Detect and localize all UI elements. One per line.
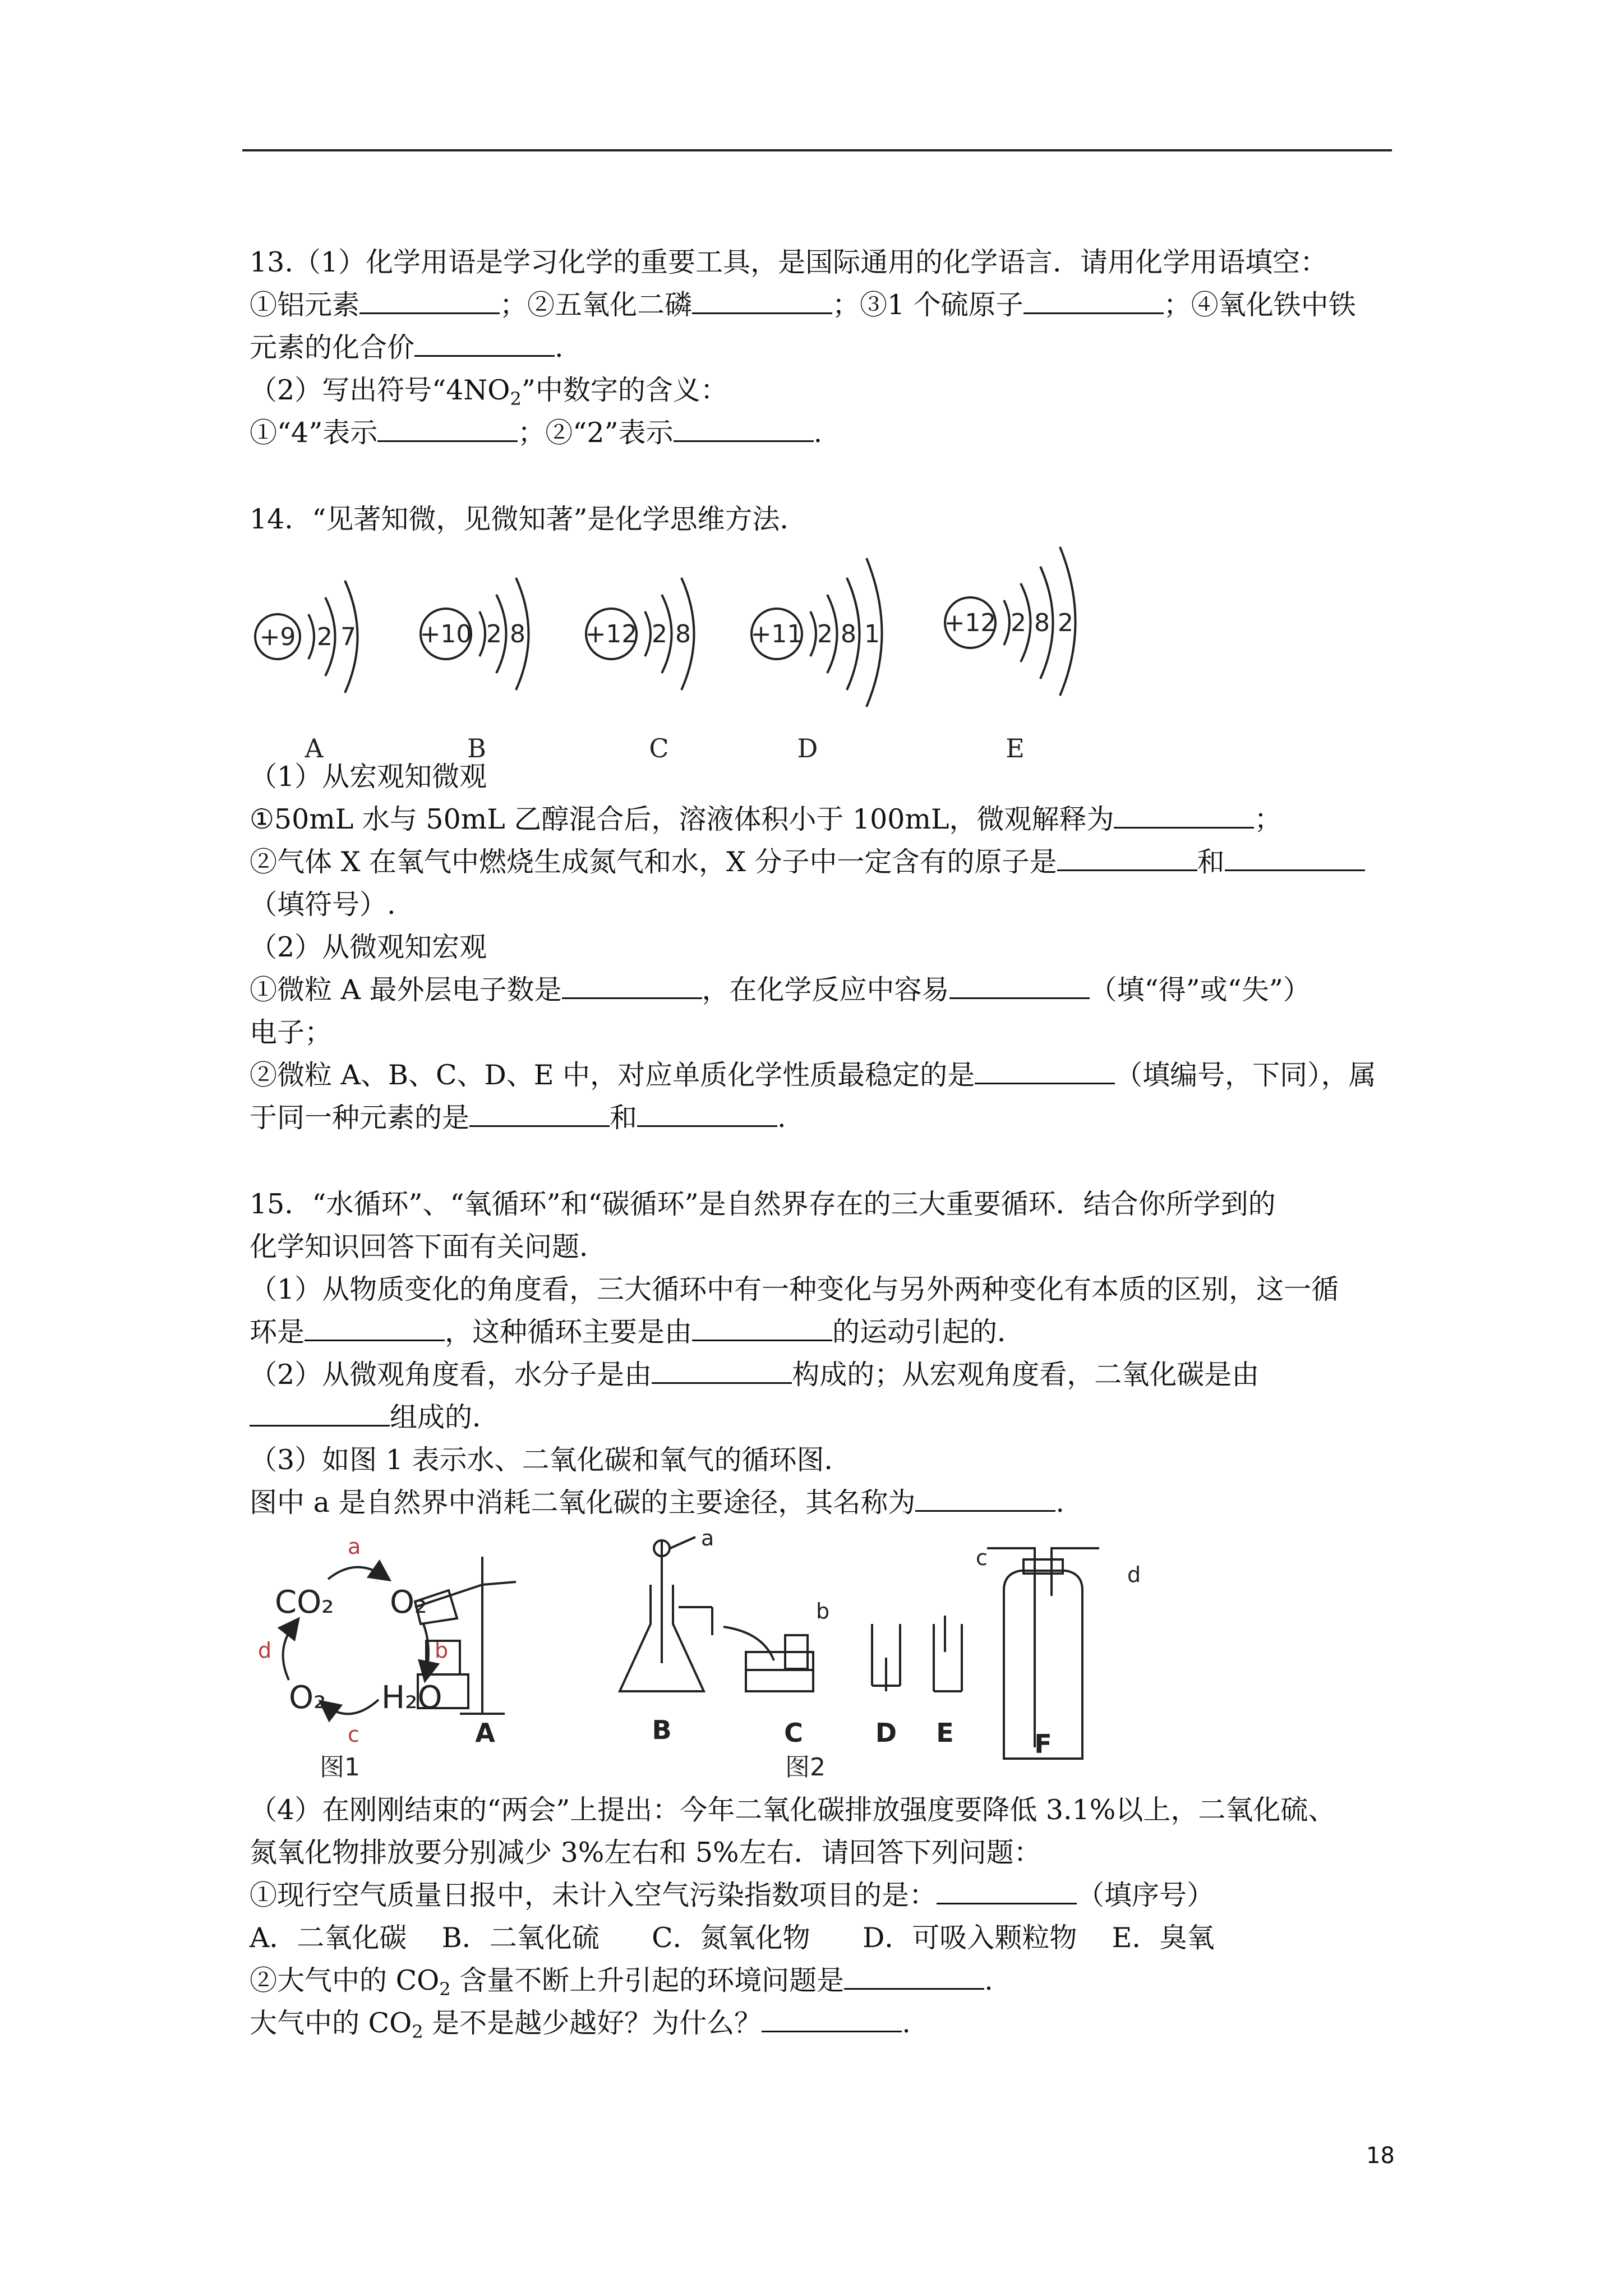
fig2-caption: 图2 — [785, 1753, 826, 1782]
answer-blank[interactable] — [1057, 847, 1197, 871]
answer-blank[interactable] — [1225, 847, 1365, 871]
atom-b-shells: 2 8 — [486, 620, 525, 648]
fig1-caption: 图1 — [320, 1753, 360, 1782]
fig2-label-c: c — [976, 1545, 988, 1570]
answer-blank[interactable] — [692, 290, 832, 314]
atom-a-shells: 2 7 — [317, 623, 356, 651]
answer-blank[interactable] — [1114, 804, 1254, 829]
atom-c-nucleus: +12 — [585, 620, 638, 648]
answer-blank[interactable] — [915, 1488, 1055, 1512]
q14-p3: ②气体 X 在氧气中燃烧生成氮气和水，X 分子中一定含有的原子是 和 — [250, 845, 1365, 879]
q14-p1: （1）从宏观知微观 — [250, 761, 487, 793]
q15-l1: 15．“水循环”、“氧循环”和“碳循环”是自然界存在的三大重要循环．结合你所学到的 — [250, 1188, 1276, 1220]
apparatus-f-label: F — [1034, 1729, 1052, 1759]
atom-c-label: C — [649, 733, 669, 763]
answer-blank[interactable] — [652, 1360, 792, 1384]
q14-p2: ①50mL 水与 50mL 乙醇混合后，溶液体积小于 100mL，微观解释为 ； — [250, 803, 1282, 835]
q15-l9: （4）在刚刚结束的“两会”上提出：今年二氧化碳排放强度要降低 3.1%以上，二氧化硫、 — [250, 1794, 1336, 1826]
answer-blank[interactable] — [762, 2008, 902, 2032]
apparatus-d-label: D — [875, 1718, 897, 1748]
apparatus-c-label: C — [784, 1718, 803, 1748]
fig1-label-d: d — [258, 1638, 272, 1663]
atom-b-nucleus: +10 — [419, 620, 472, 648]
answer-blank[interactable] — [844, 1966, 984, 1990]
q15-l10: 氮氧化物排放要分别减少 3%左右和 5%左右．请回答下列问题： — [250, 1837, 1041, 1869]
q15-l3: （1）从物质变化的角度看，三大循环中有一种变化与另外两种变化有本质的区别，这一循 — [250, 1273, 1339, 1305]
q14-p7: 电子； — [250, 1016, 333, 1048]
atom-a-nucleus: +9 — [259, 623, 296, 651]
fig2-label-a: a — [701, 1526, 714, 1550]
q15-l6: 组成的． — [250, 1401, 500, 1434]
atom-d-shells: 2 8 1 — [817, 620, 880, 648]
answer-blank[interactable] — [562, 975, 702, 999]
q15-l12: A．二氧化碳 B．二氧化硫 C．氮氧化物 D．可吸入颗粒物 E．臭氧 — [250, 1922, 1215, 1954]
q14-p8: ②微粒 A、B、C、D、E 中，对应单质化学性质最稳定的是 （填编号，下同），属 — [250, 1059, 1376, 1091]
fig1-co2: CO₂ — [275, 1584, 334, 1621]
answer-blank[interactable] — [674, 418, 814, 442]
q14-p5: （2）从微观知宏观 — [250, 931, 487, 963]
answer-blank[interactable] — [692, 1317, 832, 1341]
fig1-o2-bottom: O₂ — [289, 1680, 326, 1716]
q15-l8: 图中 a 是自然界中消耗二氧化碳的主要途径，其名称为 . — [250, 1487, 1064, 1519]
answer-blank[interactable] — [305, 1317, 445, 1341]
fig1-label-a: a — [348, 1534, 361, 1559]
atom-e-nucleus: +12 — [944, 609, 997, 637]
q14-line1: 14．“见著知微，见微知著”是化学思维方法． — [250, 503, 808, 535]
apparatus-e-label: E — [936, 1718, 954, 1748]
q15-l11: ①现行空气质量日报中，未计入空气污染指数项目的是： （填序号） — [250, 1879, 1215, 1911]
page-number: 18 — [1366, 2143, 1395, 2169]
q14-p6: ①微粒 A 最外层电子数是 ，在化学反应中容易 （填“得”或“失”） — [250, 974, 1311, 1006]
answer-blank[interactable] — [250, 1402, 390, 1427]
header-rule — [242, 149, 1392, 151]
fig1-h2o: H₂O — [381, 1680, 442, 1716]
q15-l7: （3）如图 1 表示水、二氧化碳和氧气的循环图． — [250, 1444, 852, 1476]
q13-line3: 元素的化合价 . — [250, 332, 564, 364]
answer-blank[interactable] — [377, 418, 518, 442]
cycle-and-apparatus-figure — [247, 1523, 1178, 1792]
fig1-label-b: b — [435, 1638, 449, 1663]
answer-blank[interactable] — [469, 1103, 610, 1127]
fig1-o2-top: O₂ — [390, 1584, 427, 1621]
q15-l4: 环是 ，这种循环主要是由 的运动引起的． — [250, 1316, 1025, 1348]
answer-blank[interactable] — [975, 1060, 1115, 1084]
q13-line5: ①“4”表示 ；②“2”表示 . — [250, 417, 823, 449]
q13-line1: 13.（1）化学用语是学习化学的重要工具，是国际通用的化学语言．请用化学用语填空： — [250, 246, 1328, 278]
atom-e-label: E — [1006, 733, 1025, 763]
q13-line4: （2）写出符号“$4NO_2$”中数字的含义： — [250, 374, 728, 409]
atom-b-label: B — [467, 733, 486, 763]
q14-p9: 于同一种元素的是 和 . — [250, 1102, 786, 1134]
atom-a-label: A — [305, 733, 324, 763]
answer-blank[interactable] — [414, 333, 555, 357]
q15-l5: （2）从微观角度看，水分子是由 构成的；从宏观角度看，二氧化碳是由 — [250, 1359, 1260, 1391]
fig1-label-c: c — [348, 1722, 359, 1747]
answer-blank[interactable] — [949, 975, 1090, 999]
answer-blank[interactable] — [937, 1880, 1077, 1904]
apparatus-a-label: A — [475, 1718, 495, 1748]
atom-e-shells: 2 8 2 — [1011, 609, 1073, 637]
fig2-label-b: b — [816, 1599, 830, 1623]
apparatus-b-label: B — [652, 1715, 672, 1745]
q14-p4: （填符号）. — [250, 889, 396, 921]
q15-l2: 化学知识回答下面有关问题． — [250, 1231, 607, 1263]
atom-d-label: D — [797, 733, 818, 763]
answer-blank[interactable] — [1023, 290, 1164, 314]
answer-blank[interactable] — [637, 1103, 777, 1127]
q15-l14: 大气中的 $CO_2$ 是不是越少越好？为什么？ . — [250, 2007, 911, 2042]
atom-c-shells: 2 8 — [652, 620, 691, 648]
q13-line2: ①铝元素 ；②五氧化二磷 ；③1 个硫原子 ；④氧化铁中铁 — [250, 289, 1356, 321]
q15-l13: ②大气中的 $CO_2$ 含量不断上升引起的环境问题是 . — [250, 1964, 993, 2000]
atomic-structure-diagrams — [241, 536, 1150, 771]
answer-blank[interactable] — [359, 290, 500, 314]
fig2-label-d: d — [1127, 1562, 1141, 1587]
atom-d-nucleus: +11 — [750, 620, 803, 648]
